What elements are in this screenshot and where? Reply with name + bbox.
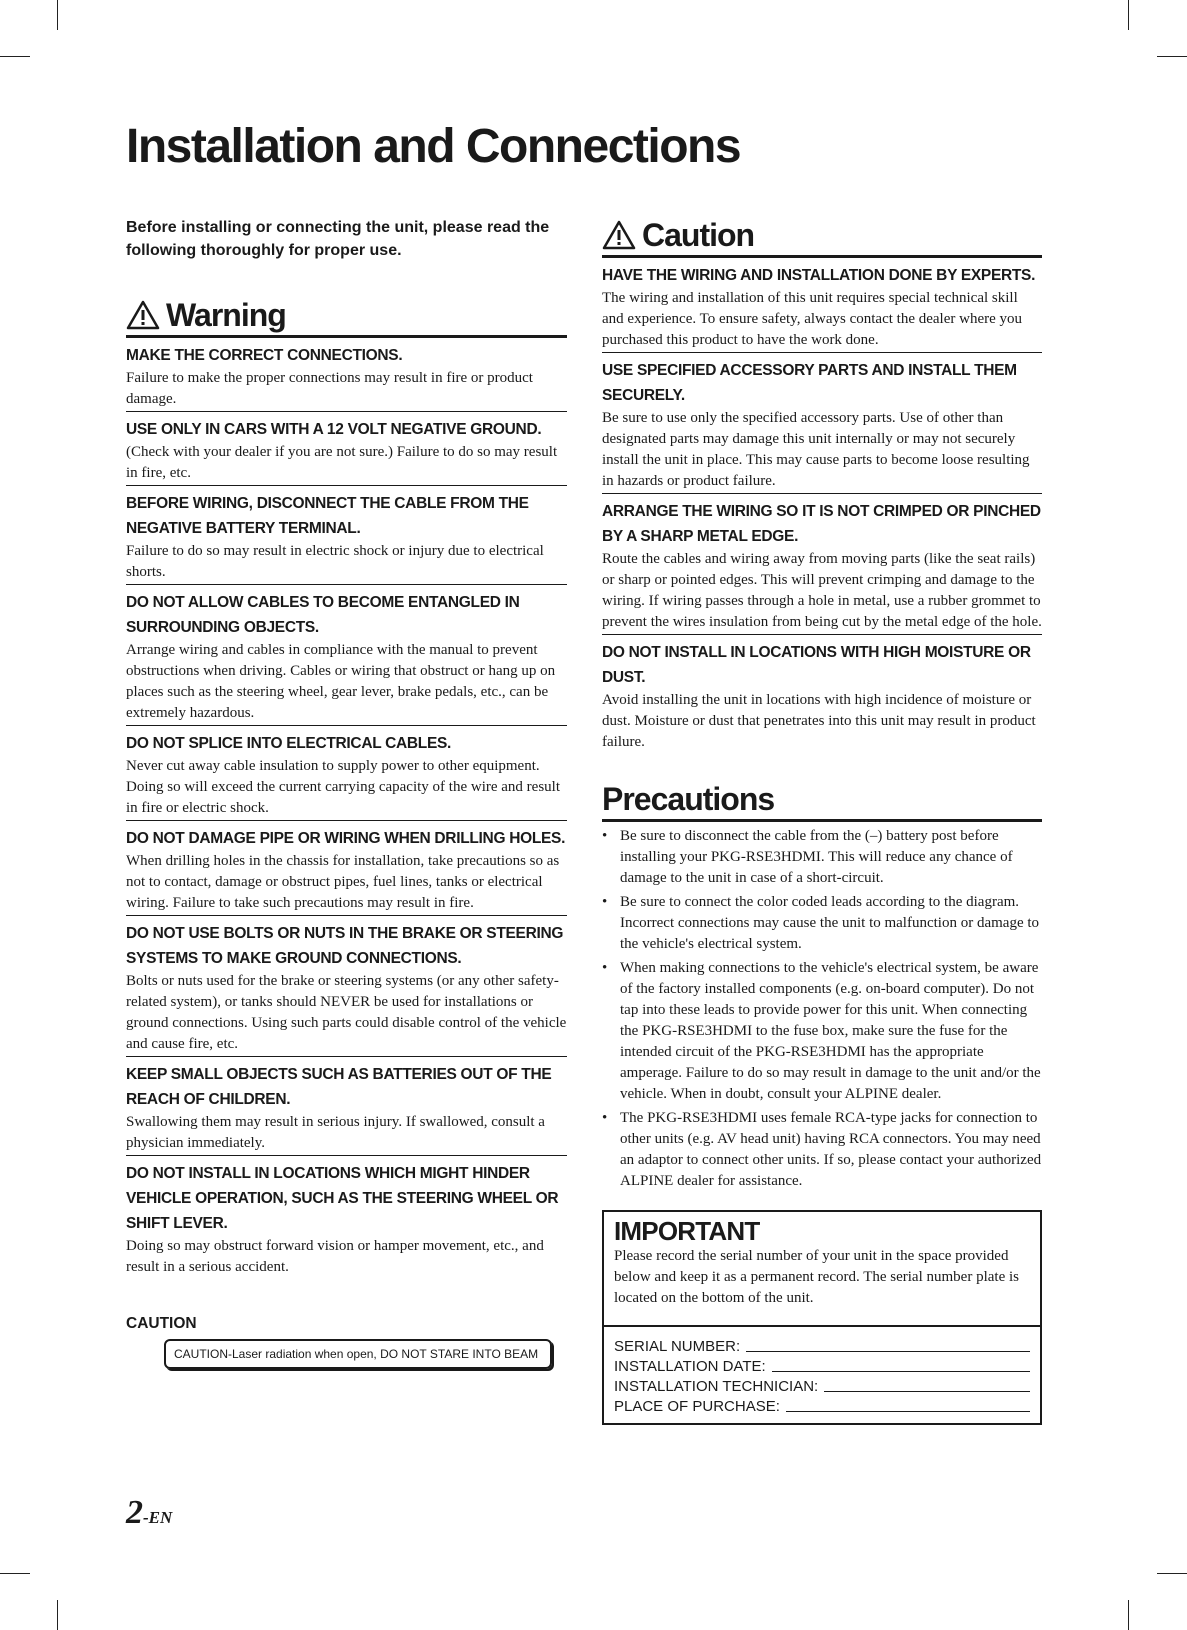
notice-item-title: DO NOT ALLOW CABLES TO BECOME ENTANGLED IN SURROUNDING OBJECTS. bbox=[126, 594, 520, 636]
warning-heading-text: Warning bbox=[166, 297, 286, 333]
crop-mark bbox=[1157, 1573, 1187, 1574]
notice-item bbox=[126, 412, 567, 486]
notice-item bbox=[126, 916, 567, 1057]
precaution-item: • The PKG-RSE3HDMI uses female RCA-type jacks for connection to other units (e.g. AV head unit) having RCA connectors. You may need an adaptor to connect other units. If so, please contact your authorized ALPINE dealer for assistance. bbox=[602, 1108, 1042, 1192]
notice-item-title: KEEP SMALL OBJECTS SUCH AS BATTERIES OUT OF THE REACH OF CHILDREN. bbox=[126, 1066, 552, 1108]
record-field bbox=[614, 1337, 1030, 1357]
notice-item-title: BEFORE WIRING, DISCONNECT THE CABLE FROM THE NEGATIVE BATTERY TERMINAL. bbox=[126, 495, 529, 537]
page-number-digit: 2 bbox=[126, 1494, 143, 1531]
notice-item-title: DO NOT SPLICE INTO ELECTRICAL CABLES. bbox=[126, 735, 452, 752]
record-field-line[interactable] bbox=[786, 1411, 1030, 1412]
notice-item-title: DO NOT INSTALL IN LOCATIONS WHICH MIGHT HINDER VEHICLE OPERATION, SUCH AS THE STEERING WHEEL OR SHIFT LEVER. bbox=[126, 1165, 559, 1232]
warning-icon bbox=[126, 300, 160, 330]
notice-item-title: USE ONLY IN CARS WITH A 12 VOLT NEGATIVE GROUND. bbox=[126, 421, 542, 438]
caution-list bbox=[602, 258, 1042, 754]
notice-item-body: Bolts or nuts used for the brake or steering systems (or any other safety-related system), or tanks should NEVER be used for installations or ground connections. Using such parts could disable control of the vehicle and cause fire, etc. bbox=[126, 973, 567, 1052]
notice-item-title: USE SPECIFIED ACCESSORY PARTS AND INSTALL THEM SECURELY. bbox=[602, 362, 1017, 404]
notice-item bbox=[126, 821, 567, 916]
notice-item bbox=[126, 585, 567, 726]
notice-item-body: The wiring and installation of this unit requires special technical skill and experience. To ensure safety, always contact the dealer where you purchased this product to have the work done. bbox=[602, 290, 1023, 348]
notice-item-title: HAVE THE WIRING AND INSTALLATION DONE BY EXPERTS. bbox=[602, 267, 1036, 284]
crop-mark bbox=[0, 1573, 30, 1574]
record-field-line[interactable] bbox=[772, 1371, 1030, 1372]
caution-label: CAUTION bbox=[126, 1315, 197, 1332]
notice-item-body: Avoid installing the unit in locations with high incidence of moisture or dust. Moisture or dust that penetrates into this unit may result in product failure. bbox=[602, 692, 1036, 750]
notice-item-body: Never cut away cable insulation to supply power to other equipment. Doing so will exceed the current carrying capacity of the wire and result in fire or electric shock. bbox=[126, 758, 560, 816]
notice-item bbox=[126, 1057, 567, 1156]
important-box bbox=[602, 1210, 1042, 1425]
caution-heading-text: Caution bbox=[642, 217, 755, 253]
page-number bbox=[126, 1494, 172, 1532]
notice-item bbox=[602, 258, 1042, 353]
record-field-line[interactable] bbox=[746, 1351, 1030, 1352]
crop-mark bbox=[0, 56, 30, 57]
notice-item-title: DO NOT USE BOLTS OR NUTS IN THE BRAKE OR STEERING SYSTEMS TO MAKE GROUND CONNECTIONS. bbox=[126, 925, 564, 967]
caution-heading bbox=[602, 216, 1042, 258]
important-notice bbox=[604, 1212, 1040, 1327]
notice-item bbox=[602, 353, 1042, 494]
notice-item-title: ARRANGE THE WIRING SO IT IS NOT CRIMPED OR PINCHED BY A SHARP METAL EDGE. bbox=[602, 503, 1041, 545]
important-title: IMPORTANT bbox=[614, 1216, 760, 1246]
notice-item-title: MAKE THE CORRECT CONNECTIONS. bbox=[126, 347, 403, 364]
record-fields bbox=[604, 1327, 1040, 1423]
notice-item-body: (Check with your dealer if you are not sure.) Failure to do so may result in fire, etc. bbox=[126, 444, 558, 481]
warning-heading bbox=[126, 296, 567, 338]
notice-item bbox=[602, 494, 1042, 635]
record-field-label: INSTALLATION DATE: bbox=[614, 1358, 766, 1375]
laser-caution-label: CAUTION-Laser radiation when open, DO NOT STARE INTO BEAM bbox=[164, 1339, 552, 1369]
precautions-heading-text: Precautions bbox=[602, 781, 775, 817]
record-field bbox=[614, 1397, 1030, 1417]
right-column bbox=[602, 216, 1042, 1425]
record-field-label: INSTALLATION TECHNICIAN: bbox=[614, 1378, 819, 1395]
record-field-line[interactable] bbox=[824, 1391, 1030, 1392]
intro-text: Before installing or connecting the unit, please read the following thoroughly for proper use. bbox=[126, 219, 550, 259]
crop-mark bbox=[57, 1600, 58, 1630]
notice-item-body: Arrange wiring and cables in compliance with the manual to prevent obstructions when driving. Cables or wiring that obstruct or hang up on places such as the steering wheel, gear lever, brake pedals, etc., can be extremely hazardous. bbox=[126, 642, 556, 721]
record-field-label: SERIAL NUMBER: bbox=[614, 1338, 741, 1355]
notice-item bbox=[602, 635, 1042, 754]
notice-item-title: DO NOT INSTALL IN LOCATIONS WITH HIGH MOISTURE OR DUST. bbox=[602, 644, 1031, 686]
precautions-list bbox=[602, 826, 1042, 1192]
notice-item-body: Failure to do so may result in electric shock or injury due to electrical shorts. bbox=[126, 543, 544, 580]
notice-item-title: DO NOT DAMAGE PIPE OR WIRING WHEN DRILLING HOLES. bbox=[126, 830, 566, 847]
notice-item bbox=[126, 338, 567, 412]
caution-icon bbox=[602, 220, 636, 250]
notice-item-body: Be sure to use only the specified accessory parts. Use of other than designated parts may damage this unit internally or may not securely install the unit in place. This may cause parts to become loose resulting in hazards or product failure. bbox=[602, 410, 1030, 489]
left-column bbox=[126, 216, 567, 1369]
crop-mark bbox=[1128, 0, 1129, 30]
notice-item bbox=[126, 486, 567, 585]
page-number-suffix: -EN bbox=[143, 1508, 173, 1527]
notice-item-body: Route the cables and wiring away from moving parts (like the seat rails) or sharp or pointed edges. This will prevent crimping and damage to the wiring. If wiring passes through a hole in metal, use a rubber grommet to prevent the wires insulation from being cut by the metal edge of the hole. bbox=[602, 551, 1042, 630]
notice-item-body: When drilling holes in the chassis for installation, take precautions so as not to contact, damage or obstruct pipes, fuel lines, tanks or electrical wiring. Failure to take such precautions may result in fire. bbox=[126, 853, 560, 911]
notice-item-body: Failure to make the proper connections may result in fire or product damage. bbox=[126, 370, 533, 407]
precaution-item: • When making connections to the vehicle's electrical system, be aware of the factory installed components (e.g. on-board computer). Do not tap into these leads to provide power for this unit. When connecting the PKG-RSE3HDMI to the fuse box, make sure the fuse for the intended circuit of the PKG-RSE3HDMI has the appropriate amperage. Failure to do so may result in damage to the unit and/or the vehicle. When in doubt, consult your ALPINE dealer. bbox=[602, 958, 1042, 1105]
crop-mark bbox=[1157, 56, 1187, 57]
warning-list bbox=[126, 338, 567, 1279]
record-field bbox=[614, 1357, 1030, 1377]
important-text: Please record the serial number of your unit in the space provided below and keep it as a permanent record. The serial number plate is located on the bottom of the unit. bbox=[614, 1248, 1019, 1306]
precaution-item: • Be sure to connect the color coded leads according to the diagram. Incorrect connections may cause the unit to malfunction or damage to the vehicle's electrical system. bbox=[602, 892, 1042, 955]
page-title: Installation and Connections bbox=[126, 120, 741, 173]
notice-item bbox=[126, 1156, 567, 1279]
record-field bbox=[614, 1377, 1030, 1397]
precautions-heading bbox=[602, 780, 1042, 822]
notice-item bbox=[126, 726, 567, 821]
record-field-label: PLACE OF PURCHASE: bbox=[614, 1398, 780, 1415]
precaution-item: • Be sure to disconnect the cable from the (–) battery post before installing your PKG-RSE3HDMI. This will reduce any chance of damage to the unit in case of a short-circuit. bbox=[602, 826, 1042, 889]
crop-mark bbox=[57, 0, 58, 30]
crop-mark bbox=[1128, 1600, 1129, 1630]
notice-item-body: Swallowing them may result in serious injury. If swallowed, consult a physician immediately. bbox=[126, 1114, 545, 1151]
notice-item-body: Doing so may obstruct forward vision or hamper movement, etc., and result in a serious accident. bbox=[126, 1238, 544, 1275]
